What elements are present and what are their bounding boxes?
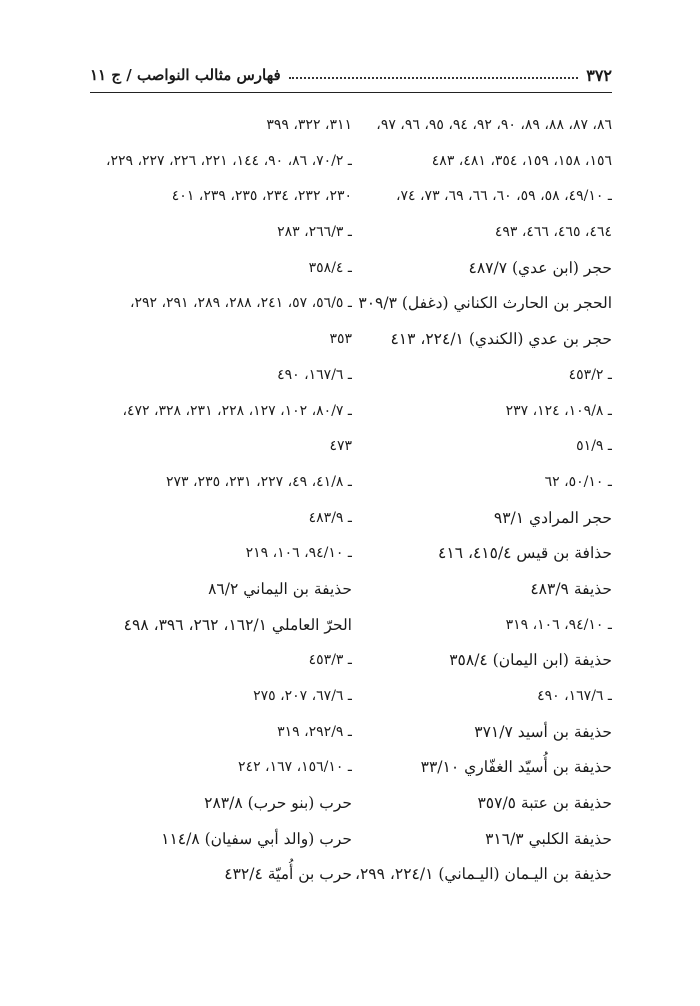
index-entry: حرب (والد أبي سفيان) ١١٤/٨ [161, 829, 352, 848]
dotted-leader [289, 77, 579, 79]
index-entry: حجر (ابن عدي) ٤٨٧/٧ [468, 258, 612, 277]
index-continuation: ـ ٢٦٦/٣، ٢٨٣ [277, 224, 352, 241]
index-continuation: ـ ٤٥٣/٣ [308, 652, 352, 669]
index-continuation: ـ ٧٠/٢، ٨٦، ٩٠، ١٤٤، ٢٢١، ٢٢٦، ٢٢٧، ٢٢٩، [105, 152, 352, 169]
index-entry: الحرّ العاملي ١٦٢/١، ٢٦٢، ٣٩٦، ٤٩٨ [123, 615, 352, 634]
index-entry: حرب بن أُميّة ٤٣٢/٤ [224, 865, 352, 884]
index-entry: حذيفة (ابن اليمان) ٣٥٨/٤ [449, 651, 612, 670]
index-continuation: ٢٣٠، ٢٣٢، ٢٣٤، ٢٣٥، ٢٣٩، ٤٠١ [171, 188, 352, 205]
index-continuation: ٣١١، ٣٢٢، ٣٩٩ [266, 117, 352, 133]
index-continuation: ـ ٤٥٣/٢ [568, 366, 612, 383]
index-continuation: ـ ٢٩٢/٩، ٣١٩ [277, 723, 352, 740]
index-continuation: ـ ١٦٧/٦، ٤٩٠ [277, 366, 352, 383]
index-entry: حذافة بن قيس ٤١٥/٤، ٤١٦ [438, 544, 612, 563]
index-entry: حجر المرادي ٩٣/١ [493, 508, 612, 527]
index-continuation: ـ ٥٦/٥، ٥٧، ٢٤١، ٢٨٨، ٢٨٩، ٢٩١، ٢٩٢، [129, 295, 352, 312]
index-entry: حجر بن عدي (الكندي) ٢٢٤/١، ٤١٣ [390, 330, 612, 349]
index-continuation: ٣٥٣ [329, 331, 352, 348]
index-continuation: ـ ٩٤/١٠، ١٠٦، ٣١٩ [505, 616, 612, 633]
index-entry: حذيفة بن اليماني ٨٦/٢ [208, 579, 352, 598]
index-entry: حذيفة ٤٨٣/٩ [530, 579, 612, 598]
index-entry: الحجر بن الحارث الكناني (دغفل) ٣٠٩/٣ [358, 294, 612, 313]
index-entry: حذيفة الكلبي ٣١٦/٣ [485, 829, 612, 848]
running-title: فهارس مثالب النواصب / ج ١١ [90, 66, 281, 84]
index-continuation: ـ ٩٤/١٠، ١٠٦، ٢١٩ [245, 545, 352, 562]
running-header [90, 62, 612, 88]
index-continuation: ٤٦٤، ٤٦٥، ٤٦٦، ٤٩٣ [494, 224, 612, 241]
index-continuation: ـ ٤١/٨، ٤٩، ٢٢٧، ٢٣١، ٢٣٥، ٢٧٣ [166, 473, 352, 490]
index-continuation: ٤٧٣ [329, 438, 352, 455]
header-rule [90, 92, 612, 93]
index-continuation: ـ ٤٨٣/٩ [308, 509, 352, 526]
left-index-column [90, 108, 352, 893]
index-entry: حذيفة بن اليـمان (اليـماني) ٢٢٤/١، ٢٩٩، [354, 865, 612, 884]
page-number: ٣٧٢ [586, 65, 612, 85]
index-continuation: ـ ١٠٩/٨، ١٢٤، ٢٣٧ [505, 402, 612, 419]
index-continuation: ـ ٨٠/٧، ١٠٢، ١٢٧، ٢٢٨، ٢٣١، ٣٢٨، ٤٧٢، [122, 402, 352, 419]
index-entry: حذيفة بن عتبة ٣٥٧/٥ [477, 794, 612, 813]
index-entry: حذيفة بن أُسيّد الغفّاري ٣٣/١٠ [420, 758, 612, 777]
index-continuation: ـ ٥٠/١٠، ٦٢ [544, 473, 612, 490]
index-continuation: ـ ١٥٦/١٠، ١٦٧، ٢٤٢ [238, 759, 352, 776]
index-continuation: ـ ٤٩/١٠، ٥٨، ٥٩، ٦٠، ٦٦، ٦٩، ٧٣، ٧٤، [396, 188, 612, 205]
index-continuation: ـ ١٦٧/٦، ٤٩٠ [537, 688, 612, 704]
index-continuation: ـ ٣٥٨/٤ [308, 259, 352, 276]
index-entry: حرب (بنو حرب) ٢٨٣/٨ [204, 794, 352, 813]
index-continuation: ١٥٦، ١٥٨، ١٥٩، ٣٥٤، ٤٨١، ٤٨٣ [431, 152, 612, 169]
index-continuation: ـ ٦٧/٦، ٢٠٧، ٢٧٥ [253, 688, 352, 704]
right-index-column [350, 108, 612, 893]
index-continuation: ـ ٥١/٩ [576, 438, 612, 455]
index-entry: حذيفة بن أسيد ٣٧١/٧ [474, 722, 612, 741]
index-continuation: ٨٦، ٨٧، ٨٨، ٨٩، ٩٠، ٩٢، ٩٤، ٩٥، ٩٦، ٩٧، [376, 117, 612, 133]
